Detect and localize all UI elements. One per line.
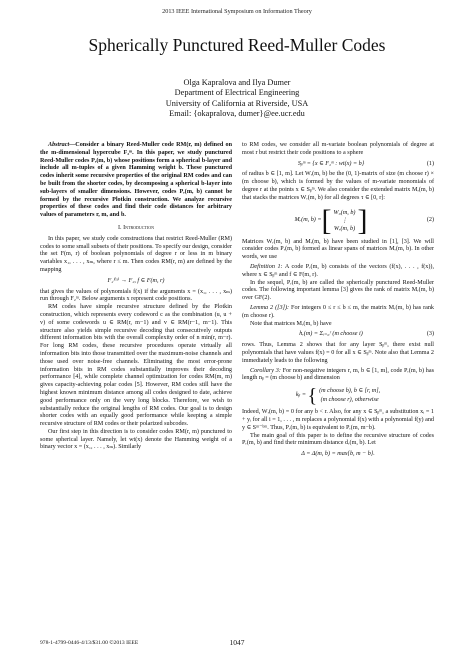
matrix-equation [242,203,434,237]
paper-title: Spherically Punctured Reed-Muller Codes [88,35,386,55]
delta-formula: Δ = Δ(m, b) = max{b, m − b}. [301,451,375,458]
dimension-lhs: kᵦ = [295,392,306,399]
sphere-equation [242,161,434,169]
matrix-row-top: W₀(m, b) [333,209,356,216]
author-block [0,78,474,120]
abstract-label: Abstract [48,142,70,148]
right-paragraph-6: rows. Thus, Lemma 2 shows that for any layer Sᵦᵐ, there exist null polynomials that have values f(x) = 0 for all x ∈ Sᵦᵐ. Note also that Lemma 2 immediately leads to the following [242,342,434,364]
intro-paragraph-1: In this paper, we study code constructions that restrict Reed-Muller (RM) codes to some small subsets of their positions. To specify our design, consider the set F(m, r) of boolean polynomials of degree r or less in m binary variables x₁, . . . , xₘ, where r ≤ m. Then codes RM(r, m) are defined by the mapping [40,235,232,273]
page-number: 1047 [229,638,245,647]
dimension-case-2: (m choose r), otherwise [320,397,379,404]
university: University of California at Riverside, USA [165,98,309,108]
matrix-lhs: Mᵣ(m, b) = [294,216,322,223]
right-paragraph-2: of radius b ∈ [1, m]. Let Wᵣ(m, b) be the (0, 1)-matrix of size (m choose r) × (m choose b), which is formed by the values of m-variate monomials of degree r at the points x ∈ Sᵦᵐ. We also consider the extended matrix Mᵣ(m, b) that stacks the matrices Wᵣ(m, b) for all degrees τ ∈ [0, r]: [242,171,434,201]
definition-text: A code Pᵣ(m, b) consists of the vectors (f(x), . . . , f(x)), where x ∈ Sᵦᵐ and f ∈ F(m, r). [242,263,434,278]
email: Email: {okapralova, dumer}@ee.ucr.edu [169,109,305,119]
lemma-label: Lemma 2 ([3]): [250,304,290,311]
definition-label: Definition 1: [250,263,283,270]
equation-number-1: (1) [426,160,434,167]
department: Department of Electrical Engineering [174,88,300,98]
mapping-formula: F₂ᶠ⁽ˣ⁾ → F₂, f ∈ F(m, r) [107,277,165,284]
matrix-display [294,203,368,237]
equation-number-3: (3) [426,331,434,338]
abstract [40,142,232,220]
intro-paragraph-2: that gives the values of polynomials f(x) if the arguments x = (x₁, . . . , xₘ) run through F₂ᵐ. Below arguments x represent code positions. [40,288,232,303]
corollary-label: Corollary 3: [250,367,281,374]
conference-header: 2013 IEEE International Symposium on Information Theory [162,8,312,15]
intro-paragraph-4: Our first step in this direction is to consider codes RM(r, m) punctured to some spherical layer. Namely, let wt(x) denote the Hamming weight of a binary vector x = (x₁, . . . , xₘ). Similarly [40,428,232,451]
abstract-text: —Consider a binary Reed-Muller code RM(r, m) defined on the m-dimensional hypercube F₂ᵐ. In this paper, we study punctured Reed-Muller codes Pᵣ(m, b) whose positions form a spherical b-layer and include all m-tuples of a given Hamming weight b. These punctured codes inherit some recursive properties of the original RM codes and can be built from the shorter codes, by decomposing a spherical b-layer into sub-layers of smaller dimensions. However, codes Pᵣ(m, b) cannot be formed by the recursive Plotkin construction. We analyze recursive properties of these codes and find their code distances for arbitrary values of parameters r, m, and b. [40,142,232,219]
equation-number-2: (2) [426,216,434,223]
sphere-formula: Sᵦᵐ = {x ∈ F₂ᵐ : wt(x) = b} [297,160,365,167]
right-paragraph-3: Matrices Wᵣ(m, b) and Mᵣ(m, b) have been studied in [1], [3]. We will consider codes Pᵣ(m, b) formed as linear spans of matrices Mᵣ(m, b). In other words, we use [242,238,434,261]
section-heading-introduction: I. Introduction [117,224,155,231]
left-brace: { [307,385,318,408]
intro-paragraph-3: RM codes have simple recursive structure defined by the Plotkin construction, which represents every codeword c as the combination (u, u + v) of some codewords u ∈ RM(r, m−1) and v ∈ RM(r−1, m−1). This structure also yields simple recursive decoding that consecutively outputs different information bits with the overall complexity order of n min(r, m−r). For long RM codes, these recursive procedures operate virtually all information bits into those transmitted over the maximum-noise channels and those used over noise-free channels. Eliminating the most error-prone information bits in RM codes substantially improves their decoding performance [4], while complete channel optimization for codes RM(m, m) gives capacity-achieving polar codes [5]. However, RM codes still have the highest known minimum distance among all codes designed to date, achieve good performance only on the very long blocks. Therefore, we wish to substantially reduce the original lengths of RM codes. Our goal is to design shorter codes with an equally good performance while keeping a simple recursive structure of RM codes or their polarized subcodes. [40,304,232,428]
matrix-row-mid: ⋮ [341,217,348,224]
right-bracket: ] [357,203,368,237]
right-paragraph-8: The main goal of this paper is to define the recursive structure of codes Pᵣ(m, b) and find their minimum distance dᵣ(m, b). Let [242,432,434,447]
definition-1 [242,264,434,280]
right-paragraph-5: Note that matrices Mᵣ(m, b) have [250,320,332,327]
right-paragraph-4: In the sequel, Pᵣ(m, b) are called the spherically punctured Reed-Muller codes. The following important lemma [3] gives the rank of matrix Mᵣ(m, b) over GF(2). [242,279,434,302]
delta-equation [242,451,434,459]
left-column [40,142,232,452]
dimension-cases [296,386,380,406]
authors: Olga Kapralova and Ilya Dumer [183,78,291,87]
mapping-equation [40,278,232,286]
rows-equation [242,331,434,339]
copyright-footer: 978-1-4799-0446-4/13/$31.00 ©2013 IEEE [40,640,139,646]
lemma-text: For integers 0 ≤ r ≤ b ≤ m, the matrix Mᵣ(m, b) has rank (m choose r). [242,304,434,319]
lemma-2 [242,305,434,321]
right-column [242,142,434,462]
dimension-case-1: (m choose b), b ∈ [r, m], [319,388,381,395]
right-paragraph-7: Indeed, Wᵣ(m, b) = 0 for any b < r. Also, for any x ∈ Sᵦᵐ, a substitution xᵢ = 1 + yᵢ for all i = 1, . . . , m replaces a polynomial f(x) with a polynomial f(y) and y ∈ Sᵐ⁻ᵇᵐ. Thus, Pᵣ(m, b) is equivalent to Pᵣ(m, m−b). [242,409,434,431]
left-bracket: [ [321,203,332,237]
corollary-3 [242,368,434,384]
right-paragraph-1: to RM codes, we consider all m-variate boolean polynomials of degree at most r but restrict their code positions to a sphere [242,142,434,156]
corollary-text: For non-negative integers r, m, b ∈ [1, m], code Pᵣ(m, b) has length nᵦ = (m choose b) and dimension [242,367,434,382]
matrix-row-bottom: Wᵣ(m, b) [333,225,356,232]
dimension-equation [242,386,434,406]
rows-formula: hᵣ(m) = Σᵢ₌₀ʳ (m choose i) [299,331,363,338]
